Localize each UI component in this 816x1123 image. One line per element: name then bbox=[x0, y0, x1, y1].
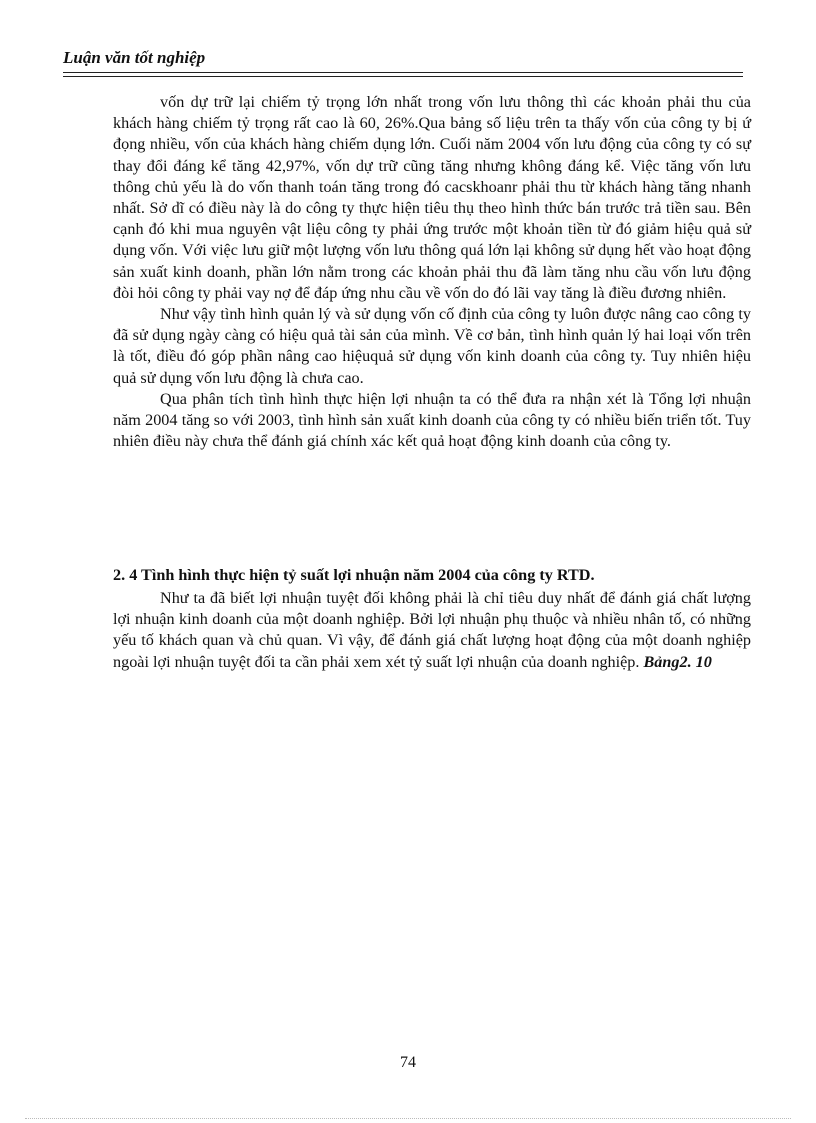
section-paragraph bbox=[113, 588, 751, 673]
document-header-title: Luận văn tốt nghiệp bbox=[63, 48, 206, 67]
page-number: 74 bbox=[400, 1054, 416, 1071]
paragraph-profit-analysis: Qua phân tích tình hình thực hiện lợi nhuận ta có thể đưa ra nhận xét là Tổng lợi nhuận năm 2004 tăng so với 2003, tình hình sản xuất kinh doanh của công ty có nhiều biến triển tốt. Tuy nhiên điều này chưa thể đánh giá chính xác kết quả hoạt động kinh doanh của công ty. bbox=[113, 389, 751, 451]
paragraph-continuation: vốn dự trữ lại chiếm tỷ trọng lớn nhất trong vốn lưu thông thì các khoản phải thu của khách hàng chiếm tỷ trọng rất cao là 60, 26%.Qua bảng số liệu trên ta thấy vốn của công ty bị ứ đọng nhiều, vốn của khách hàng chiếm dụng lớn. Cuối năm 2004 vốn lưu động của công ty có sự thay đổi đáng kể tăng 42,97%, vốn dự trữ cũng tăng nhưng không đáng kể. Việc tăng vốn lưu thông chủ yếu là do vốn thanh toán tăng trong đó cacskhoanr phải thu từ khách hàng tăng nhanh nhất. Sở dĩ có điều này là do công ty thực hiện tiêu thụ theo hình thức bán trước trả tiền sau. Bên cạnh đó khi mua nguyên vật liệu công ty phải ứng trước một khoản tiền từ đó giảm hiệu quả sử dụng vốn. Với việc lưu giữ một lượng vốn lưu thông quá lớn lại không sử dụng hết vào hoạt động sản xuất kinh doanh, phần lớn nằm trong các khoản phải thu đã làm tăng nhu cầu vốn lưu động đòi hỏi công ty phải vay nợ để đáp ứng nhu cầu về vốn do đó lãi vay tăng là điều đương nhiên. bbox=[113, 93, 751, 302]
table-reference: Bảng2. 10 bbox=[643, 652, 712, 671]
body-text bbox=[113, 92, 751, 452]
footer-dotted-line bbox=[25, 1118, 791, 1119]
paragraph-fixed-capital: Như vậy tình hình quản lý và sử dụng vốn cố định của công ty luôn được nâng cao công ty đã sử dụng ngày càng có hiệu quả tài sản của mình. Về cơ bản, tình hình quản lý hai loại vốn trên là tốt, điều đó góp phần nâng cao hiệuquả sử dụng vốn kinh doanh của công ty. Tuy nhiên hiệu quả sử dụng vốn lưu động là chưa cao. bbox=[113, 305, 751, 387]
section-paragraph-text: Như ta đã biết lợi nhuận tuyệt đối không phải là chỉ tiêu duy nhất để đánh giá chất lượng lợi nhuận kinh doanh của một doanh nghiệp. Bởi lợi nhuận phụ thuộc và nhiều nhân tố, có những yếu tố khách quan và chủ quan. Vì vậy, để đánh giá chất lượng hoạt động của một doanh nghiệp ngoài lợi nhuận tuyệt đối ta cần phải xem xét tỷ suất lợi nhuận của doanh nghiệp. bbox=[113, 589, 751, 671]
section-heading: 2. 4 Tình hình thực hiện tỷ suất lợi nhuận năm 2004 của công ty RTD. bbox=[113, 566, 595, 584]
header-double-rule bbox=[63, 72, 743, 77]
section-body bbox=[113, 588, 751, 673]
